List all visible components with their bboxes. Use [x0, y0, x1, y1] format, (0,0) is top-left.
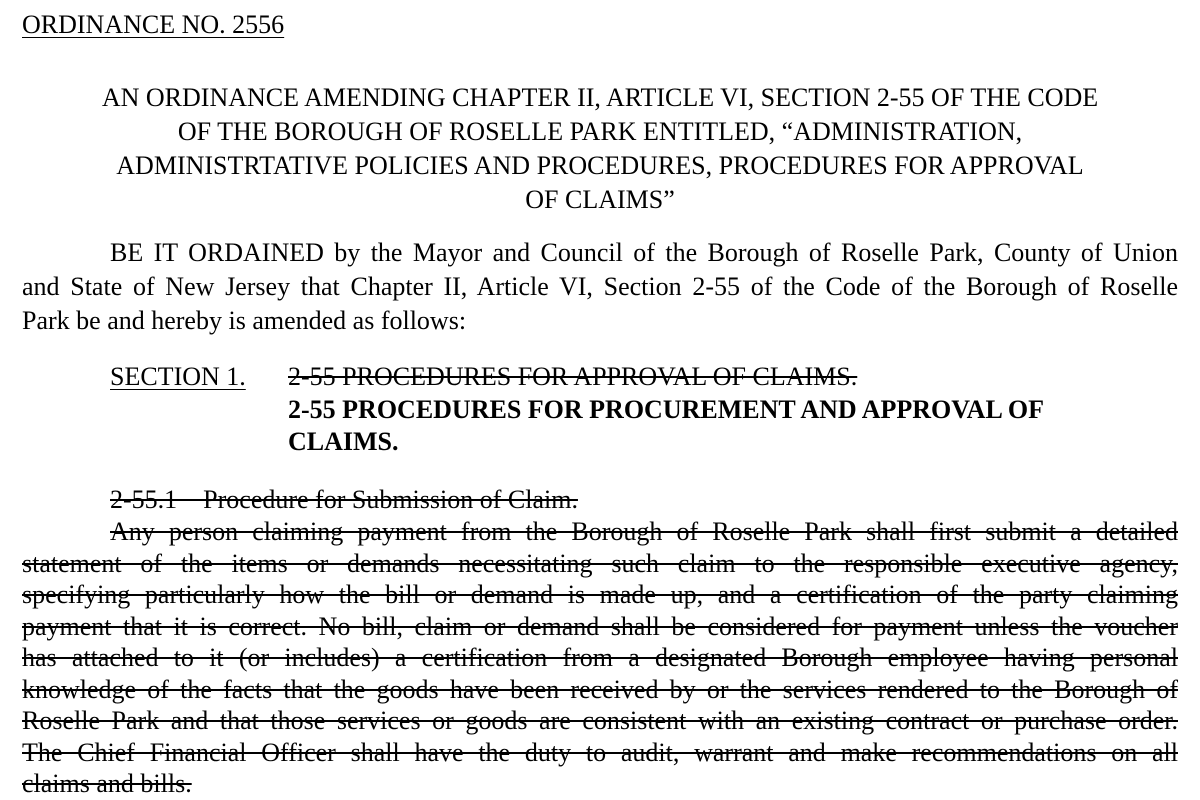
- title-line: OF CLAIMS”: [525, 185, 675, 214]
- title-line: ADMINISTRTATIVE POLICIES AND PROCEDURES, PROCEDURES FOR APPROVAL: [116, 151, 1084, 180]
- deleted-text-line: Any person claiming payment from the Borough of Roselle Park shall first submit a detailed: [110, 517, 1178, 546]
- deleted-subsection-heading: 2-55.1 Procedure for Submission of Claim.: [110, 485, 578, 514]
- deleted-text-line: has attached to it (or includes) a certification from a designated Borough employee having personal: [22, 643, 1178, 672]
- deleted-text-line: specifying particularly how the bill or demand is made up, and a certification of the party claiming: [22, 580, 1178, 609]
- deleted-section-heading: 2-55 PROCEDURES FOR APPROVAL OF CLAIMS.: [288, 362, 858, 391]
- section-label: SECTION 1.: [110, 362, 246, 391]
- title-line: OF THE BOROUGH OF ROSELLE PARK ENTITLED, “ADMINISTRATION,: [177, 117, 1023, 146]
- new-section-heading: [288, 394, 1108, 458]
- new-section-heading-line: 2-55 PROCEDURES FOR PROCUREMENT AND APPROVAL OF: [288, 395, 1044, 424]
- deleted-text-line: knowledge of the facts that the goods have been received by or the services rendered to the Borough of: [22, 674, 1178, 704]
- deleted-text-line: Roselle Park and that those services or goods are consistent with an existing contract or purchase order.: [22, 706, 1178, 735]
- enacting-clause-line: and State of New Jersey that Chapter II, Article VI, Section 2-55 of the Code of the Borough of Roselle: [22, 272, 1178, 301]
- new-section-heading-line: CLAIMS.: [288, 427, 399, 456]
- deleted-subsection-text: [22, 516, 1178, 800]
- ordinance-number: ORDINANCE NO. 2556: [22, 10, 285, 39]
- deleted-text-line: payment that it is correct. No bill, claim or demand shall be considered for payment unless the voucher: [22, 611, 1178, 641]
- title-line: AN ORDINANCE AMENDING CHAPTER II, ARTICLE VI, SECTION 2-55 OF THE CODE: [101, 83, 1099, 112]
- enacting-clause: [22, 236, 1178, 338]
- enacting-clause-line: Park be and hereby is amended as follows:: [22, 306, 467, 335]
- deleted-text-line: statement of the items or demands necessitating such claim to the responsible executive agency,: [22, 548, 1178, 578]
- ordinance-title: [22, 81, 1178, 217]
- enacting-clause-line: BE IT ORDAINED by the Mayor and Council of the Borough of Roselle Park, County of Union: [110, 238, 1178, 267]
- deleted-text-line: The Chief Financial Officer shall have the duty to audit, warrant and make recommendations on all: [22, 737, 1178, 767]
- deleted-text-line: claims and bills.: [22, 769, 192, 798]
